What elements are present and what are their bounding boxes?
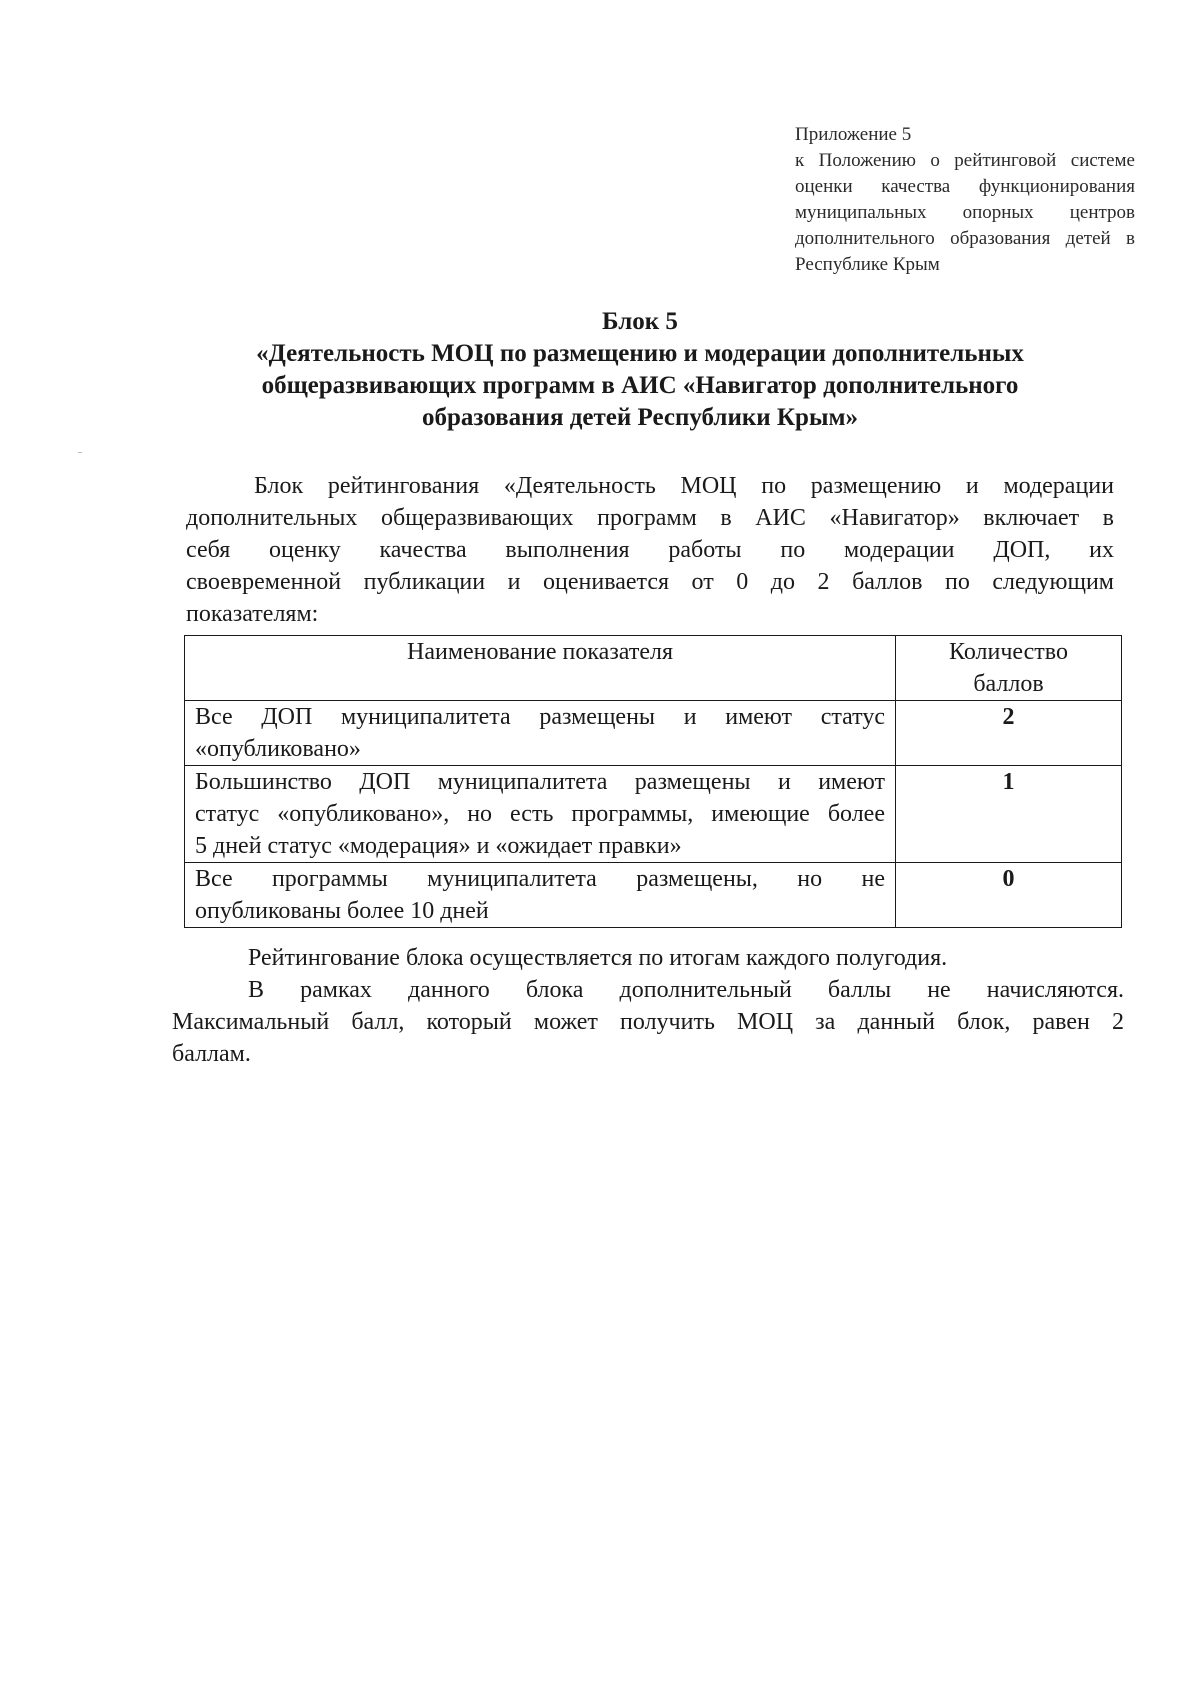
intro-line: дополнительных общеразвивающих программ в АИС «Навигатор» включает в	[186, 505, 1114, 531]
block-subtitle-line: общеразвивающих программ в АИС «Навигатор дополнительного	[261, 372, 1019, 399]
intro-line: Блок рейтингования «Деятельность МОЦ по размещению и модерации	[254, 473, 1114, 499]
indicator-description: Все программы муниципалитета размещены, но не опубликованы более 10 дней	[185, 863, 896, 928]
closing-line: баллам.	[172, 1041, 251, 1067]
block-title: Блок 5	[602, 308, 678, 335]
indicator-points: 0	[896, 863, 1122, 928]
block-heading	[180, 306, 1100, 434]
appendix-line: к Положению о рейтинговой системе	[795, 150, 1135, 171]
closing-line: Рейтингование блока осуществляется по итогам каждого полугодия.	[248, 945, 948, 971]
block-subtitle-line: «Деятельность МОЦ по размещению и модерации дополнительных	[256, 340, 1024, 367]
intro-line: своевременной публикации и оценивается от 0 до 2 баллов по следующим	[186, 569, 1114, 595]
header-points-count: Количество баллов	[896, 636, 1122, 701]
indicator-points: 2	[896, 701, 1122, 766]
block-subtitle-line: образования детей Республики Крым»	[422, 404, 858, 431]
indicator-points: 1	[896, 766, 1122, 863]
closing-line: В рамках данного блока дополнительный баллы не начисляются.	[248, 977, 1124, 1003]
indicator-description: Все ДОП муниципалитета размещены и имеют статус «опубликовано»	[185, 701, 896, 766]
closing-line: Максимальный балл, который может получить МОЦ за данный блок, равен 2	[172, 1009, 1124, 1035]
closing-paragraphs	[172, 942, 1124, 1070]
appendix-number: Приложение 5	[795, 124, 912, 145]
table-row	[185, 701, 1122, 766]
indicator-description: Большинство ДОП муниципалитета размещены и имеют статус «опубликовано», но есть программы, имеющие более 5 дней статус «модерация» и «ожидает правки»	[185, 766, 896, 863]
intro-paragraph	[186, 470, 1114, 630]
table-header-row	[185, 636, 1122, 701]
header-indicator-name: Наименование показателя	[185, 636, 896, 701]
appendix-note	[795, 122, 1135, 278]
appendix-line: Республике Крым	[795, 254, 940, 275]
appendix-line: дополнительного образования детей в	[795, 228, 1135, 249]
intro-line: показателям:	[186, 601, 319, 627]
table-row	[185, 863, 1122, 928]
scoring-table	[184, 635, 1122, 928]
intro-line: себя оценку качества выполнения работы по модерации ДОП, их	[186, 537, 1114, 563]
appendix-line: муниципальных опорных центров	[795, 202, 1135, 223]
appendix-line: оценки качества функционирования	[795, 176, 1135, 197]
table-row	[185, 766, 1122, 863]
margin-mark	[78, 452, 82, 453]
